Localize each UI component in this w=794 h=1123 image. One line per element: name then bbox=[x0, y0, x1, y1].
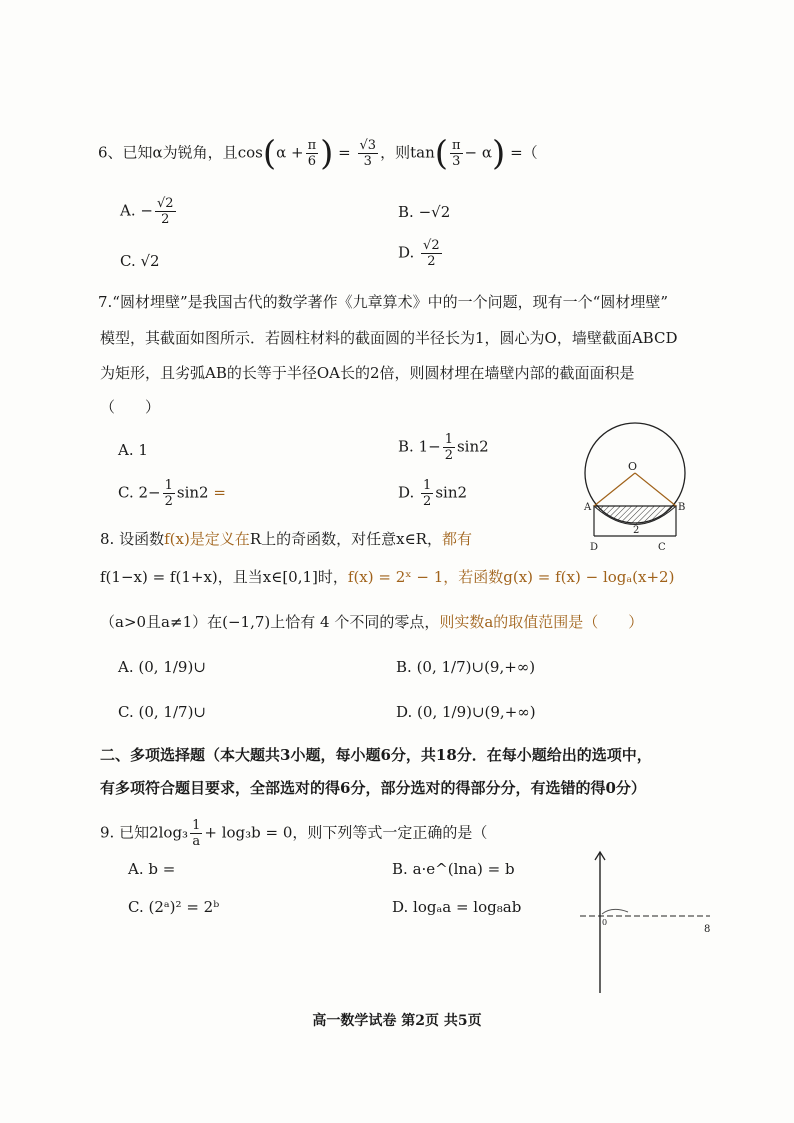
q8-text: R上的奇函数，对任意x∈R， bbox=[249, 530, 442, 548]
option-value: (0, 1/7)∪(9,+∞) bbox=[416, 658, 536, 676]
q6-sqrt3-over-3 bbox=[358, 138, 379, 169]
q6-equals: = bbox=[338, 143, 351, 162]
q6-option-b[interactable] bbox=[398, 203, 450, 221]
option-value: (0, 1/7)∪ bbox=[138, 703, 206, 721]
segment-shaded bbox=[594, 506, 676, 525]
label-b: B bbox=[678, 502, 686, 513]
option-label: D. bbox=[392, 898, 409, 916]
frac-num: 1 bbox=[423, 478, 432, 493]
q9-option-c[interactable] bbox=[128, 898, 219, 916]
label-eight: 8 bbox=[704, 924, 711, 935]
label-d: D bbox=[590, 542, 599, 553]
q8-annotated: 则实数a的取值范围是（ ） bbox=[439, 613, 644, 631]
label-o: O bbox=[628, 460, 638, 473]
q7-option-c[interactable] bbox=[118, 478, 226, 509]
option-value: (2ᵃ)² = 2ᵇ bbox=[148, 898, 220, 916]
option-pre: 1− bbox=[418, 437, 441, 456]
option-post: sin2 bbox=[176, 483, 209, 502]
q9-option-b[interactable] bbox=[392, 860, 515, 878]
option-value: √2 bbox=[140, 252, 160, 270]
q6-text: 已知α为锐角，且 bbox=[122, 143, 238, 162]
q9-option-d[interactable] bbox=[392, 898, 521, 916]
option-label: B. bbox=[396, 658, 412, 676]
section2-heading: 二、多项选择题（本大题共3小题，每小题6分，共18分．在每小题给出的选项中， bbox=[100, 746, 652, 764]
option-value: logₐa = log₈ab bbox=[413, 898, 522, 916]
option-sign: − bbox=[140, 201, 153, 220]
q8-option-b[interactable] bbox=[396, 658, 535, 676]
q6-then: ，则 bbox=[380, 143, 411, 162]
q8-annotated: f(x)是定义在 bbox=[164, 530, 250, 548]
q6-option-a[interactable] bbox=[120, 196, 178, 227]
q8-annotated: f(x) = 2ˣ − 1，若函数g(x) = f(x) − logₐ(x+2) bbox=[347, 568, 675, 586]
paren-right: ) bbox=[320, 133, 334, 174]
handwritten-mark: = bbox=[213, 483, 226, 502]
q6-pi-over-6 bbox=[306, 138, 319, 169]
option-label: D. bbox=[398, 483, 415, 502]
q6-stem bbox=[98, 133, 538, 174]
q7-line3: 为矩形，且劣弧AB的长等于半径OA长的2倍，则圆材埋在墙壁内部的截面面积是 bbox=[100, 364, 635, 382]
option-label: D. bbox=[398, 243, 415, 262]
option-post: sin2 bbox=[435, 483, 468, 502]
label-mid: 2 bbox=[633, 525, 640, 536]
q8-option-d[interactable] bbox=[396, 703, 536, 721]
frac-den: 2 bbox=[164, 494, 173, 509]
q8-text: （a>0且a≠1）在(−1,7)上恰有 4 个不同的零点， bbox=[100, 613, 440, 631]
section2-instructions: 有多项符合题目要求，全部选对的得6分，部分选对的得部分分，有选错的得0分） bbox=[100, 779, 646, 797]
q8-option-c[interactable] bbox=[118, 703, 206, 721]
q8-annotated: 都有 bbox=[441, 530, 472, 548]
option-value: (0, 1/9)∪ bbox=[138, 658, 206, 676]
q6-pi-over-3 bbox=[450, 138, 463, 169]
q7-line1: 7.“圆材埋壁”是我国古代的数学著作《九章算术》中的一个问题，现有一个“圆材埋壁” bbox=[98, 293, 668, 311]
q6-number: 6、 bbox=[98, 143, 123, 162]
q7-option-b[interactable] bbox=[398, 432, 489, 463]
option-label: A. bbox=[120, 201, 136, 220]
option-label: C. bbox=[120, 252, 136, 270]
q6-option-c[interactable] bbox=[120, 252, 160, 270]
frac-num: 1 bbox=[164, 478, 173, 493]
label-c: C bbox=[658, 542, 666, 553]
q8-text: f(1−x) = f(1+x)，且当x∈[0,1]时， bbox=[100, 568, 348, 586]
q7-line4: （ ） bbox=[100, 398, 161, 416]
option-label: C. bbox=[128, 898, 144, 916]
option-fraction bbox=[155, 196, 176, 227]
option-label: C. bbox=[118, 703, 134, 721]
option-label: A. bbox=[118, 658, 134, 676]
frac-den: 3 bbox=[452, 154, 461, 169]
frac-num: π bbox=[307, 138, 317, 153]
q6-alpha-plus: α + bbox=[276, 143, 304, 162]
option-fraction bbox=[421, 238, 442, 269]
option-fraction bbox=[421, 478, 433, 509]
frac-den: 2 bbox=[427, 254, 436, 269]
q8-line2 bbox=[100, 566, 674, 588]
option-label: B. bbox=[392, 860, 408, 878]
q7-option-d[interactable] bbox=[398, 478, 467, 509]
frac-den: 2 bbox=[161, 212, 170, 227]
q7-line2: 模型，其截面如图所示．若圆柱材料的截面圆的半径长为1，圆心为O，墙壁截面ABCD bbox=[100, 329, 678, 347]
q6-tan: tan bbox=[410, 143, 435, 162]
option-value: b = bbox=[148, 860, 176, 878]
option-label: C. bbox=[118, 483, 134, 502]
q9-post: + log₃b = 0，则下列等式一定正确的是（ bbox=[204, 823, 488, 842]
sketch-curve bbox=[602, 909, 628, 914]
option-label: D. bbox=[396, 703, 413, 721]
q9-option-a[interactable] bbox=[128, 860, 175, 878]
q6-option-d[interactable] bbox=[398, 238, 444, 269]
frac-num: √2 bbox=[156, 196, 174, 211]
q8-text: 8. 设函数 bbox=[100, 530, 165, 548]
option-pre: 2− bbox=[138, 483, 161, 502]
q9-fraction bbox=[190, 818, 202, 849]
frac-den: a bbox=[192, 834, 201, 849]
option-value: 1 bbox=[138, 441, 148, 459]
q8-option-a[interactable] bbox=[118, 658, 206, 676]
q6-cos: cos bbox=[237, 143, 263, 162]
frac-den: 6 bbox=[307, 154, 316, 169]
option-label: A. bbox=[118, 441, 134, 459]
q9-pre: 9. 已知2log₃ bbox=[100, 823, 189, 842]
radius-oa bbox=[594, 473, 635, 506]
option-value: a·e^(lna) = b bbox=[412, 860, 515, 878]
q8-line3 bbox=[100, 611, 643, 633]
q7-circle-figure bbox=[578, 418, 698, 558]
paren-right: ) bbox=[492, 133, 506, 174]
q6-tail: =（ bbox=[510, 143, 538, 162]
frac-den: 2 bbox=[444, 448, 453, 463]
option-fraction bbox=[163, 478, 175, 509]
q8-line1 bbox=[100, 528, 472, 550]
q9-stem bbox=[100, 818, 487, 849]
paren-left: ( bbox=[434, 133, 448, 174]
frac-den: 3 bbox=[363, 154, 372, 169]
frac-num: π bbox=[452, 138, 461, 153]
frac-num: 1 bbox=[444, 432, 453, 447]
option-fraction bbox=[443, 432, 455, 463]
option-post: sin2 bbox=[456, 437, 489, 456]
frac-den: 2 bbox=[423, 494, 432, 509]
frac-num: 1 bbox=[192, 818, 201, 833]
option-value: −√2 bbox=[418, 203, 451, 221]
option-value: (0, 1/9)∪(9,+∞) bbox=[417, 703, 536, 721]
option-label: B. bbox=[398, 203, 414, 221]
q6-minus-alpha: − α bbox=[464, 143, 493, 162]
frac-num: √2 bbox=[423, 238, 440, 253]
label-a: A bbox=[584, 502, 592, 513]
frac-num: √3 bbox=[359, 138, 377, 153]
label-zero: 0 bbox=[602, 918, 608, 927]
q9-axes-sketch bbox=[570, 848, 720, 998]
paren-left: ( bbox=[262, 133, 277, 174]
page-footer: 高一数学试卷 第2页 共5页 bbox=[312, 1013, 482, 1029]
option-label: A. bbox=[128, 860, 144, 878]
option-label: B. bbox=[398, 437, 414, 456]
q7-option-a[interactable] bbox=[118, 441, 148, 459]
radius-ob bbox=[635, 473, 676, 506]
